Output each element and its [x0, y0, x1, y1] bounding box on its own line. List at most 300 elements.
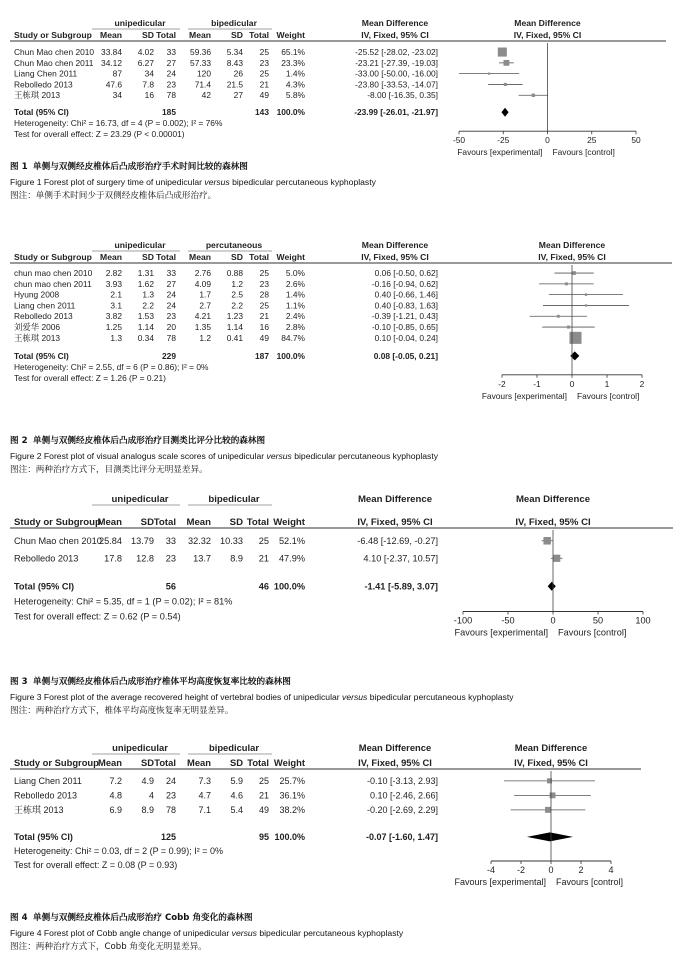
cell-sd2: 8.43 — [226, 57, 243, 68]
total-n2: 95 — [258, 832, 269, 842]
overall-effect-text: Test for overall effect: Z = 0.62 (P = 0.54) — [14, 611, 181, 622]
cell-n1: 78 — [166, 90, 176, 101]
col-mean: Mean — [100, 30, 122, 40]
heterogeneity-text: Heterogeneity: Chi² = 16.73, df = 4 (P = 0.002); I² = 76% — [14, 118, 223, 129]
cell-m1: 6.9 — [109, 805, 122, 815]
cell-n2: 21 — [259, 79, 269, 90]
cell-m1: 3.93 — [105, 278, 122, 289]
cell-n1: 23 — [166, 79, 176, 90]
cell-w: 2.4% — [285, 311, 305, 322]
col-mean: Mean — [97, 517, 122, 528]
cell-sd1: 13.79 — [131, 536, 154, 546]
col-total: Total — [156, 30, 176, 40]
tick-label: -50 — [501, 615, 515, 626]
cell-n1: 27 — [166, 57, 176, 68]
cell-w: 36.1% — [279, 790, 305, 801]
heterogeneity-text: Heterogeneity: Chi² = 0.03, df = 2 (P = 0.99); I² = 0% — [14, 846, 223, 856]
tick-label: 0 — [569, 378, 575, 389]
figure-1-caption-zh: 图 1 单侧与双侧经皮椎体后凸成形治疗手术时间比较的森林图 — [10, 162, 248, 172]
cell-m2: 59.36 — [190, 47, 211, 57]
cell-sd1: 8.9 — [141, 805, 154, 815]
cell-n2: 25 — [259, 268, 269, 278]
col-plot: IV, Fixed, 95% CI — [538, 252, 606, 262]
cell-m1: 1.3 — [110, 332, 122, 343]
figure-1-caption-note: 图注：单侧手术时间少于双侧经皮椎体后凸成形治疗。 — [10, 191, 217, 201]
col-mean: Mean — [100, 252, 122, 262]
cell-sd2: 1.2 — [231, 278, 243, 289]
col-total: Total — [156, 252, 176, 262]
col-sd: SD — [140, 517, 154, 528]
cell-n2: 25 — [259, 300, 269, 311]
col-study: Study or Subgroup — [14, 517, 101, 528]
md-header: Mean Difference — [361, 18, 429, 28]
cell-n1: 24 — [166, 289, 176, 300]
total-label: Total (95% CI) — [14, 832, 73, 842]
cell-n1: 78 — [166, 332, 176, 343]
tick-label: 0 — [545, 135, 550, 146]
total-label: Total (95% CI) — [14, 581, 75, 592]
cell-sd2: 5.4 — [230, 805, 243, 815]
col-sd: SD — [229, 517, 243, 528]
cell-m2: 1.7 — [199, 289, 211, 300]
cell-n2: 23 — [259, 57, 269, 68]
figure-2-caption-zh: 图 2 单侧与双侧经皮椎体后凸成形治疗目测类比评分比较的森林图 — [10, 436, 266, 446]
favours-right: Favours [control] — [577, 390, 640, 401]
cell-n2: 28 — [259, 289, 269, 300]
cell-w: 47.9% — [278, 553, 305, 564]
point-estimate — [550, 792, 556, 798]
figure-3-caption-zh: 图 3 单侧与双侧经皮椎体后凸成形治疗椎体平均高度恢复率比较的森林图 — [10, 677, 291, 687]
cell-n2: 21 — [259, 311, 269, 322]
cell-w: 23.3% — [281, 57, 305, 68]
tick-label: 0 — [548, 865, 554, 875]
col-study: Study or Subgroup — [14, 757, 99, 768]
cell-sd1: 0.34 — [137, 332, 154, 343]
col-plot: IV, Fixed, 95% CI — [515, 517, 591, 528]
cell-sd2: 27 — [233, 90, 243, 101]
forest-plot-2 — [0, 238, 684, 420]
cell-m1: 2.82 — [105, 268, 122, 278]
plot-header: Mean Difference — [515, 494, 591, 505]
col-sd: SD — [142, 252, 154, 262]
col-plot: IV, Fixed, 95% CI — [514, 757, 588, 768]
cell-sd1: 2.2 — [142, 300, 154, 311]
point-estimate — [585, 304, 587, 306]
cell-sd1: 1.53 — [137, 311, 154, 322]
cell-sd2: 2.5 — [231, 289, 243, 300]
cell-ci: 0.10 [-2.46, 2.66] — [369, 790, 438, 801]
plot-header: Mean Difference — [514, 742, 588, 753]
cell-ci: 0.10 [-0.04, 0.24] — [374, 332, 438, 343]
col-md: IV, Fixed, 95% CI — [361, 252, 429, 262]
cell-m2: 71.4 — [194, 79, 211, 90]
cell-n2: 21 — [258, 553, 269, 564]
cell-w: 1.1% — [285, 300, 305, 311]
cell-ci: -0.16 [-0.94, 0.62] — [371, 278, 438, 289]
study-name: Liang Chen 2011 — [14, 776, 82, 786]
cell-n2: 16 — [259, 322, 269, 332]
study-name: 王栋琪 2013 — [14, 90, 61, 101]
cell-n2: 23 — [259, 278, 269, 289]
study-name: chun mao chen 2010 — [14, 268, 93, 278]
col-md: IV, Fixed, 95% CI — [358, 757, 432, 768]
cell-n2: 25 — [259, 68, 269, 79]
study-name: Rebolledo 2013 — [14, 790, 78, 801]
cell-ci: -23.21 [-27.39, -19.03] — [355, 57, 438, 68]
total-n2: 143 — [255, 107, 269, 118]
point-estimate — [572, 271, 576, 275]
favours-right: Favours [control] — [556, 877, 624, 887]
cell-sd2: 0.41 — [226, 332, 243, 343]
md-header: Mean Difference — [361, 240, 429, 250]
study-name: Chun Mao chen 2011 — [14, 57, 94, 68]
cell-sd2: 26 — [233, 68, 243, 79]
cell-sd1: 4.02 — [137, 47, 154, 57]
cell-m2: 4.21 — [194, 311, 211, 322]
cell-n2: 25 — [258, 536, 269, 546]
cell-m2: 7.3 — [198, 776, 211, 786]
col-sd: SD — [140, 757, 154, 768]
total-n1: 56 — [165, 581, 176, 592]
cell-w: 84.7% — [281, 332, 305, 343]
figure-4-caption-en: Figure 4 Forest plot of Cobb angle change of unipedicular versus bipedicular percutaneous kyphoplasty — [10, 928, 404, 938]
point-estimate — [532, 94, 535, 97]
point-estimate — [585, 293, 587, 295]
md-header: Mean Difference — [357, 494, 433, 505]
group-a-header: unipedicular — [114, 18, 166, 28]
tick-label: 4 — [608, 865, 614, 875]
favours-right: Favours [control] — [558, 627, 627, 638]
cell-sd2: 21.5 — [226, 79, 243, 90]
favours-left: Favours [experimental] — [454, 877, 546, 887]
col-total: Total — [249, 252, 269, 262]
cell-ci: -0.20 [-2.69, 2.29] — [366, 805, 438, 815]
cell-w: 65.1% — [281, 47, 305, 57]
total-n2: 187 — [255, 350, 269, 361]
cell-m1: 25.84 — [99, 536, 122, 546]
total-n1: 229 — [162, 350, 176, 361]
cell-n1: 24 — [166, 68, 176, 79]
cell-sd2: 10.33 — [220, 536, 243, 546]
study-name: Rebolledo 2013 — [14, 79, 73, 90]
total-diamond — [527, 832, 573, 841]
group-b-header: bipedicular — [211, 18, 257, 28]
cell-n2: 25 — [258, 776, 269, 786]
total-ci: -0.07 [-1.60, 1.47] — [365, 832, 438, 842]
col-mean: Mean — [189, 252, 211, 262]
total-weight: 100.0% — [276, 350, 305, 361]
cell-ci: 4.10 [-2.37, 10.57] — [363, 553, 438, 564]
study-name: Hyung 2008 — [14, 289, 60, 300]
cell-m2: 2.7 — [199, 300, 211, 311]
group-a-header: unipedicular — [112, 742, 168, 753]
tick-label: 50 — [592, 615, 604, 626]
col-weight: Weight — [276, 252, 305, 262]
cell-n2: 25 — [259, 47, 269, 57]
cell-m1: 47.6 — [105, 79, 122, 90]
col-mean: Mean — [189, 30, 211, 40]
cell-sd1: 1.62 — [137, 278, 154, 289]
heterogeneity-text: Heterogeneity: Chi² = 2.55, df = 6 (P = 0.86); I² = 0% — [14, 361, 209, 372]
cell-w: 1.4% — [285, 68, 305, 79]
cell-ci: -0.10 [-3.13, 2.93] — [366, 776, 438, 786]
cell-w: 2.6% — [285, 278, 305, 289]
total-weight: 100.0% — [276, 107, 305, 118]
cell-n1: 24 — [165, 776, 176, 786]
study-name: 刘爱华 2006 — [14, 322, 61, 332]
overall-effect-text: Test for overall effect: Z = 23.29 (P < 0.00001) — [14, 129, 185, 140]
cell-sd2: 4.6 — [230, 790, 243, 801]
cell-sd2: 1.14 — [226, 322, 243, 332]
total-label: Total (95% CI) — [14, 350, 69, 361]
cell-sd1: 6.27 — [137, 57, 154, 68]
col-sd: SD — [229, 757, 243, 768]
md-header: Mean Difference — [358, 742, 432, 753]
cell-sd1: 12.8 — [136, 553, 154, 564]
cell-m1: 7.2 — [109, 776, 122, 786]
group-a-header: unipedicular — [111, 494, 169, 505]
cell-ci: -6.48 [-12.69, -0.27] — [357, 536, 438, 546]
forest-plot-4 — [0, 738, 684, 903]
figure-3 — [0, 488, 684, 673]
point-estimate — [557, 315, 560, 318]
favours-left: Favours [experimental] — [457, 147, 543, 158]
cell-ci: 0.40 [-0.66, 1.46] — [374, 289, 438, 300]
tick-label: -4 — [486, 865, 496, 875]
tick-label: 2 — [578, 865, 584, 875]
favours-right: Favours [control] — [552, 147, 615, 158]
cell-m2: 4.09 — [194, 278, 211, 289]
study-name: chun mao chen 2011 — [14, 278, 92, 289]
cell-n1: 33 — [166, 47, 176, 57]
study-name: Chun Mao chen 2010 — [14, 536, 102, 546]
point-estimate — [569, 332, 581, 344]
figure-4-caption-note: 图注：两种治疗方式下，Cobb 角变化无明显差异。 — [10, 942, 207, 952]
cell-w: 4.3% — [285, 79, 305, 90]
col-total: Total — [154, 757, 176, 768]
cell-m2: 2.76 — [194, 268, 211, 278]
col-weight: Weight — [273, 757, 305, 768]
total-label: Total (95% CI) — [14, 107, 69, 118]
col-study: Study or Subgroup — [14, 252, 92, 262]
col-weight: Weight — [273, 517, 305, 528]
tick-label: -100 — [453, 615, 473, 626]
cell-w: 52.1% — [278, 536, 305, 546]
cell-m2: 7.1 — [198, 805, 211, 815]
cell-m2: 42 — [201, 90, 211, 101]
col-md: IV, Fixed, 95% CI — [357, 517, 433, 528]
col-study: Study or Subgroup — [14, 30, 92, 40]
cell-ci: -0.39 [-1.21, 0.43] — [371, 311, 438, 322]
cell-m1: 4.8 — [109, 790, 122, 801]
cell-sd2: 5.34 — [226, 47, 243, 57]
total-diamond — [501, 108, 508, 117]
cell-n2: 49 — [259, 90, 269, 101]
cell-sd1: 16 — [144, 90, 154, 101]
cell-n1: 24 — [166, 300, 176, 311]
cell-w: 5.8% — [285, 90, 305, 101]
study-name: Rebolledo 2013 — [14, 553, 79, 564]
study-name: Chun Mao chen 2010 — [14, 47, 95, 57]
study-name: Liang Chen 2011 — [14, 68, 78, 79]
tick-label: 50 — [631, 135, 641, 146]
tick-label: 2 — [639, 378, 645, 389]
cell-ci: -0.10 [-0.85, 0.65] — [371, 322, 438, 332]
tick-label: -2 — [498, 378, 506, 389]
tick-label: -50 — [452, 135, 466, 146]
cell-w: 25.7% — [279, 776, 305, 786]
tick-label: 1 — [604, 378, 610, 389]
tick-label: 0 — [550, 615, 556, 626]
point-estimate — [545, 807, 551, 813]
cell-n1: 20 — [166, 322, 176, 332]
study-name: Liang chen 2011 — [14, 300, 76, 311]
cell-m1: 3.1 — [110, 300, 122, 311]
figure-2-caption-note: 图注：两种治疗方式下，目测类比评分无明显差异。 — [10, 465, 208, 475]
total-n1: 185 — [162, 107, 176, 118]
point-estimate — [567, 326, 570, 329]
cell-sd2: 8.9 — [230, 553, 243, 564]
cell-w: 5.0% — [285, 268, 305, 278]
overall-effect-text: Test for overall effect: Z = 0.08 (P = 0.93) — [14, 860, 178, 870]
cell-sd2: 2.2 — [231, 300, 243, 311]
cell-sd1: 34 — [144, 68, 154, 79]
study-name: 王栋琪 2013 — [14, 805, 64, 815]
point-estimate — [504, 60, 510, 66]
cell-ci: 0.06 [-0.50, 0.62] — [374, 268, 438, 278]
cell-m2: 1.35 — [194, 322, 211, 332]
figure-4-caption-zh: 图 4 单侧与双侧经皮椎体后凸成形治疗 Cobb 角变化的森林图 — [10, 913, 253, 923]
point-estimate — [488, 73, 490, 75]
total-n1: 125 — [160, 832, 176, 842]
total-ci: -23.99 [-26.01, -21.97] — [354, 107, 438, 118]
cell-ci: -25.52 [-28.02, -23.02] — [355, 47, 438, 57]
cell-m1: 1.25 — [105, 322, 122, 332]
cell-w: 1.4% — [285, 289, 305, 300]
col-mean: Mean — [187, 757, 211, 768]
cell-ci: 0.40 [-0.83, 1.63] — [374, 300, 438, 311]
col-plot: IV, Fixed, 95% CI — [513, 30, 582, 40]
study-name: Rebolledo 2013 — [14, 311, 73, 322]
total-n2: 46 — [258, 581, 269, 592]
plot-header: Mean Difference — [538, 240, 606, 250]
cell-m1: 33.84 — [101, 47, 122, 57]
tick-label: 25 — [587, 135, 597, 146]
cell-ci: -23.80 [-33.53, -14.07] — [355, 79, 438, 90]
total-diamond — [548, 582, 556, 591]
col-mean: Mean — [186, 517, 211, 528]
cell-m1: 34.12 — [101, 57, 122, 68]
cell-m2: 1.2 — [199, 332, 211, 343]
group-b-header: bipedicular — [208, 494, 260, 505]
point-estimate — [565, 282, 568, 285]
col-mean: Mean — [98, 757, 122, 768]
figure-1 — [0, 8, 684, 160]
col-total: Total — [246, 517, 269, 528]
cell-n2: 49 — [259, 332, 269, 343]
cell-sd1: 1.14 — [137, 322, 154, 332]
cell-m1: 3.82 — [105, 311, 122, 322]
group-b-header: bipedicular — [208, 742, 260, 753]
cell-sd2: 0.88 — [226, 268, 243, 278]
plot-header: Mean Difference — [514, 18, 581, 28]
point-estimate — [543, 537, 550, 544]
cell-w: 2.8% — [285, 322, 305, 332]
cell-m2: 4.7 — [198, 790, 211, 801]
figure-3-caption-note: 图注：两种治疗方式下，椎体平均高度恢复率无明显差异。 — [10, 706, 234, 716]
point-estimate — [498, 48, 507, 57]
cell-n1: 27 — [166, 278, 176, 289]
col-weight: Weight — [276, 30, 305, 40]
tick-label: -25 — [497, 135, 510, 146]
cell-m1: 17.8 — [104, 553, 122, 564]
cell-m2: 13.7 — [193, 553, 211, 564]
cell-sd2: 1.23 — [226, 311, 243, 322]
forest-plot-3 — [0, 488, 684, 673]
cell-n2: 21 — [258, 790, 269, 801]
cell-m1: 87 — [112, 68, 122, 79]
heterogeneity-text: Heterogeneity: Chi² = 5.35, df = 1 (P = 0.02); I² = 81% — [14, 596, 233, 607]
tick-label: 100 — [635, 615, 651, 626]
cell-sd1: 4 — [148, 790, 154, 801]
forest-plot-1 — [0, 8, 684, 160]
group-a-header: unipedicular — [114, 240, 166, 250]
cell-sd1: 1.3 — [142, 289, 154, 300]
cell-m2: 120 — [197, 68, 211, 79]
cell-m2: 32.32 — [188, 536, 211, 546]
figure-3-caption-en: Figure 3 Forest plot of the average recovered height of vertebral bodies of unipedicular versus bipedicular percutaneous kyphoplasty — [10, 692, 514, 702]
cell-n1: 23 — [166, 311, 176, 322]
point-estimate — [504, 83, 507, 86]
cell-m1: 34 — [112, 90, 122, 101]
col-total: Total — [153, 517, 176, 528]
col-sd: SD — [231, 30, 243, 40]
total-weight: 100.0% — [274, 832, 305, 842]
figure-2 — [0, 238, 684, 420]
study-name: 王栋琪 2013 — [14, 332, 61, 343]
cell-ci: -33.00 [-50.00, -16.00] — [355, 68, 438, 79]
total-ci: -1.41 [-5.89, 3.07] — [364, 581, 438, 592]
col-md: IV, Fixed, 95% CI — [361, 30, 429, 40]
figure-2-caption-en: Figure 2 Forest plot of visual analogus scale scores of unipedicular versus bipedicular percutaneous kyphoplasty — [10, 451, 439, 461]
cell-n1: 23 — [165, 553, 176, 564]
overall-effect-text: Test for overall effect: Z = 1.26 (P = 0.21) — [14, 372, 166, 383]
col-sd: SD — [142, 30, 154, 40]
cell-n1: 33 — [166, 268, 176, 278]
cell-sd1: 4.9 — [141, 776, 154, 786]
tick-label: -2 — [516, 865, 526, 875]
cell-sd1: 1.31 — [137, 268, 154, 278]
figure-4 — [0, 738, 684, 903]
cell-n2: 49 — [258, 805, 269, 815]
total-ci: 0.08 [-0.05, 0.21] — [373, 350, 438, 361]
cell-w: 38.2% — [279, 805, 305, 815]
favours-left: Favours [experimental] — [454, 627, 548, 638]
cell-sd1: 7.8 — [142, 79, 154, 90]
cell-n1: 33 — [165, 536, 176, 546]
cell-m1: 2.1 — [110, 289, 122, 300]
col-sd: SD — [231, 252, 243, 262]
col-total: Total — [249, 30, 269, 40]
favours-left: Favours [experimental] — [481, 390, 567, 401]
group-b-header: percutaneous — [205, 240, 263, 250]
total-weight: 100.0% — [273, 581, 305, 592]
col-total: Total — [247, 757, 269, 768]
cell-ci: -8.00 [-16.35, 0.35] — [367, 90, 438, 101]
cell-n1: 23 — [165, 790, 176, 801]
cell-m2: 57.33 — [190, 57, 211, 68]
cell-sd2: 5.9 — [230, 776, 243, 786]
